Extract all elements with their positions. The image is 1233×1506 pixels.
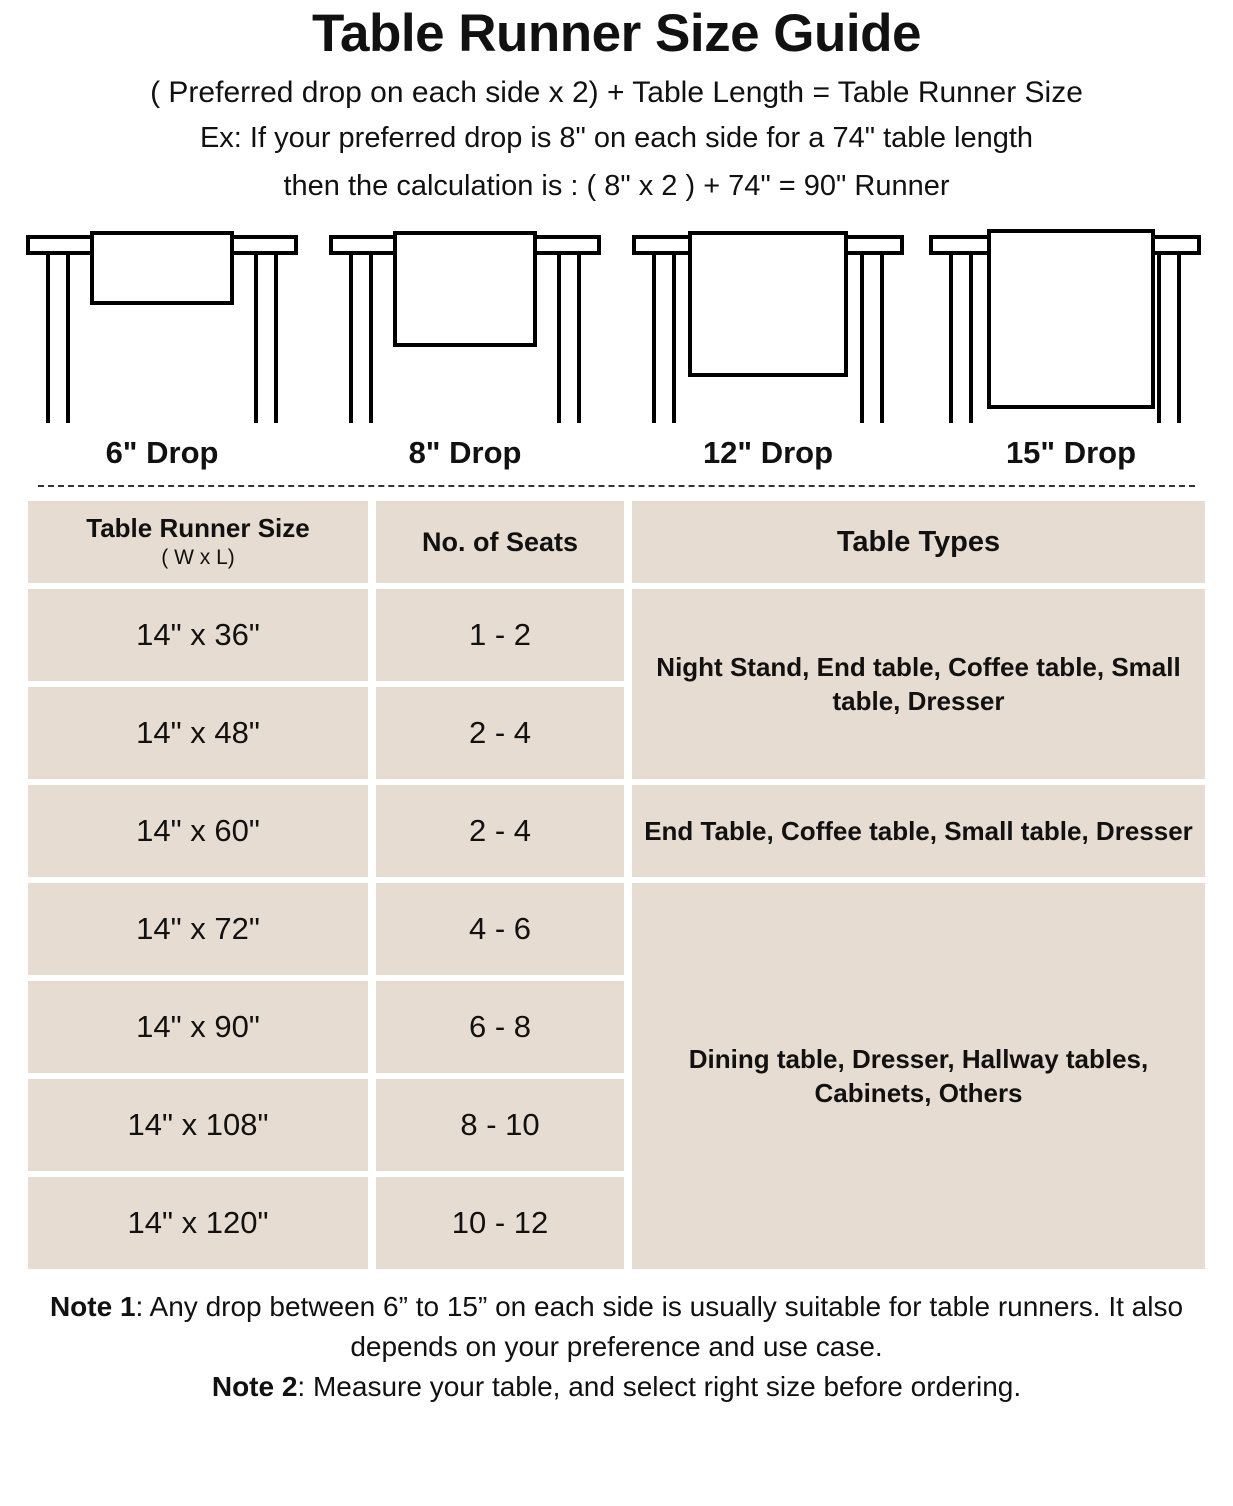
drop-label-15: 15" Drop [1005,435,1137,471]
table-row-size-1: 14" x 36" [28,589,368,681]
example-line-1: Ex: If your preferred drop is 8" on each side for a 74" table length [199,122,1034,155]
table-row-seats-7: 10 - 12 [376,1177,624,1269]
section-divider [38,485,1195,487]
drop-label-6: 6" Drop [105,435,219,471]
table-row-size-4: 14" x 72" [28,883,368,975]
drop-diagram-8 [317,223,613,433]
table-row-size-3: 14" x 60" [28,785,368,877]
table-row-seats-3: 2 - 4 [376,785,624,877]
example-line-2: then the calculation is : ( 8" x 2 ) + 74" = 90" Runner [283,170,950,203]
table-row-seats-6: 8 - 10 [376,1079,624,1171]
size-guide-page [0,6,1233,1506]
drop-label-8: 8" Drop [408,435,522,471]
table-runner-8-illustration [317,223,613,433]
column-header-seats: No. of Seats [376,501,624,583]
table-row-seats-5: 6 - 8 [376,981,624,1073]
column-header-size [28,501,368,583]
drop-diagram-6 [14,223,310,433]
drop-diagram-15 [923,223,1219,433]
drop-diagram-12 [620,223,916,433]
note-1 [12,1287,1221,1367]
table-types-group-1: Night Stand, End table, Coffee table, Small table, Dresser [632,589,1205,779]
column-header-size-subtitle: ( W x L) [161,546,235,570]
table-row-seats-1: 1 - 2 [376,589,624,681]
table-row-seats-2: 2 - 4 [376,687,624,779]
notes-section [12,1287,1221,1406]
column-header-types: Table Types [632,501,1205,583]
table-runner-12-illustration [620,223,916,433]
formula-line: ( Preferred drop on each side x 2) + Table Length = Table Runner Size [150,75,1083,109]
note-2-label: Note 2 [211,1370,298,1402]
drop-label-row [14,435,1219,471]
table-types-group-2: End Table, Coffee table, Small table, Dresser [632,785,1205,877]
table-row-size-6: 14" x 108" [28,1079,368,1171]
note-1-label: Note 1 [49,1291,136,1323]
note-1-text: : Any drop between 6” to 15” on each side is usually suitable for table runners. It also depends on your preference and use case. [135,1291,1184,1362]
table-row-seats-4: 4 - 6 [376,883,624,975]
drop-diagrams [14,223,1219,433]
size-table [28,501,1205,1269]
drop-label-12: 12" Drop [702,435,834,471]
table-row-size-2: 14" x 48" [28,687,368,779]
note-2-text: : Measure your table, and select right size before ordering. [297,1370,1022,1402]
table-types-group-3: Dining table, Dresser, Hallway tables, Cabinets, Others [632,883,1205,1269]
table-runner-6-illustration [14,223,310,433]
table-row-size-7: 14" x 120" [28,1177,368,1269]
note-2 [12,1367,1221,1407]
table-runner-15-illustration [923,223,1219,433]
page-title: Table Runner Size Guide [312,4,921,63]
column-header-size-title: Table Runner Size [86,513,310,544]
table-row-size-5: 14" x 90" [28,981,368,1073]
